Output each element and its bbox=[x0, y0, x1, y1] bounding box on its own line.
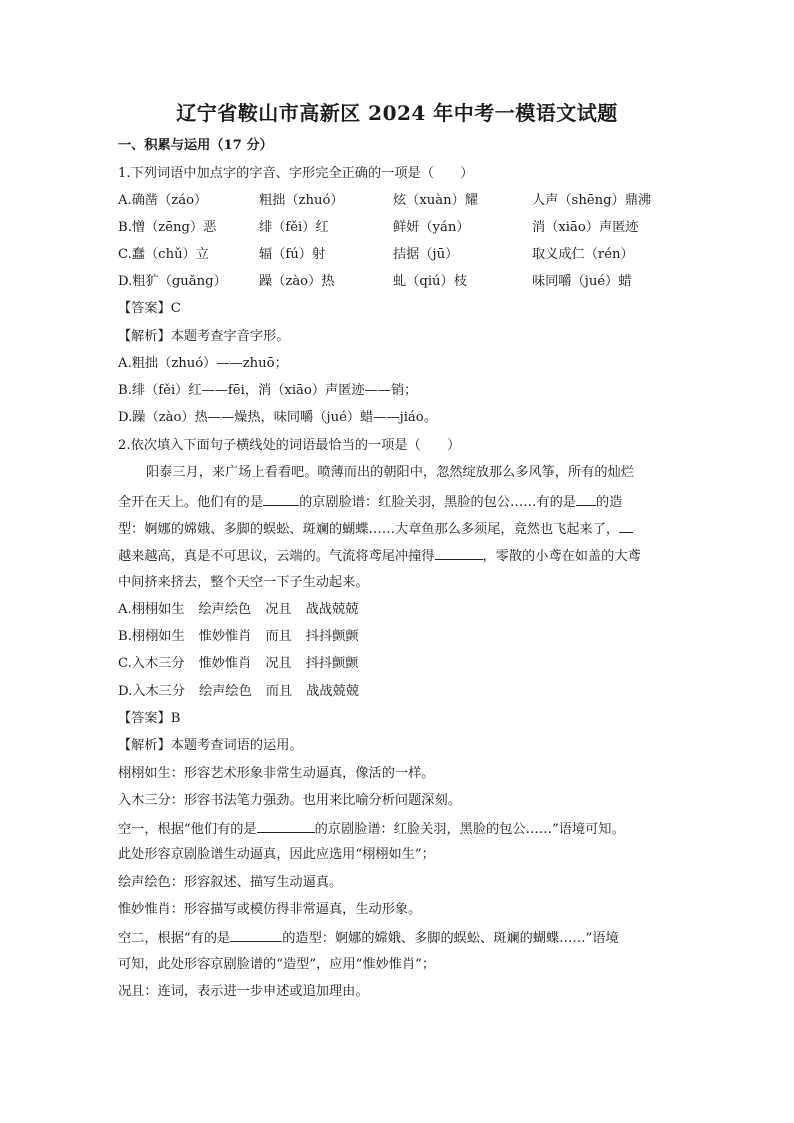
q2-option-d bbox=[118, 684, 359, 700]
q2-option-a bbox=[118, 602, 358, 618]
fill-blank bbox=[619, 520, 633, 533]
q2-analysis-line bbox=[118, 929, 619, 947]
fill-blank bbox=[263, 493, 299, 506]
q1-option-c-3: 拮据（jū） bbox=[393, 247, 459, 262]
option-word: 惟妙惟肖 bbox=[198, 629, 252, 644]
section-heading: 一、积累与运用（17 分） bbox=[118, 138, 273, 153]
q2-option-c bbox=[118, 656, 358, 672]
option-word: 绘声绘色 bbox=[199, 684, 252, 699]
passage-text: ，零散的小鸢在如盖的大鸢 bbox=[482, 549, 641, 564]
passage-text: 越来越高，真是不可思议，云端的。气流将鸢尾冲撞得 bbox=[118, 549, 435, 564]
q1-answer: 【答案】C bbox=[118, 301, 181, 316]
option-word: 抖抖颤颤 bbox=[305, 629, 359, 644]
passage-text: 的京剧脸谱：红脸关羽，黑脸的包公……有的是 bbox=[299, 495, 576, 510]
analysis-text: 空二，根据“有的是 bbox=[118, 931, 231, 946]
option-word: 惟妙惟肖 bbox=[198, 656, 252, 671]
q2-analysis-line bbox=[118, 820, 625, 838]
passage-text: 型：婀娜的嫦娥、多脚的蜈蚣、斑斓的蝴蝶……大章鱼那么多须尾，竟然也飞起来了， bbox=[118, 522, 620, 537]
question-2-stem: 2.依次填入下面句子横线处的词语最恰当的一项是（ ） bbox=[118, 438, 461, 453]
analysis-text: 的京剧脸谱：红脸关羽，黑脸的包公……”语境可知。 bbox=[314, 822, 625, 837]
passage-text: 全开在天上。他们有的是 bbox=[118, 495, 264, 510]
option-word: A.栩栩如生 bbox=[118, 602, 185, 617]
q2-passage-line bbox=[118, 547, 641, 565]
option-word: 而且 bbox=[265, 629, 292, 644]
q1-option-d-1: D.粗犷（guǎng） bbox=[118, 274, 227, 289]
q2-option-b bbox=[118, 629, 359, 645]
q1-option-c-4: 取义成仁（rén） bbox=[532, 247, 634, 262]
q2-passage-line bbox=[118, 520, 633, 538]
q1-option-d-2: 躁（zào）热 bbox=[259, 274, 335, 289]
q1-option-a-1: A.确凿（záo） bbox=[118, 193, 208, 208]
fill-blank bbox=[257, 820, 315, 833]
option-word: 战战兢兢 bbox=[306, 684, 359, 699]
option-word: D.入木三分 bbox=[118, 684, 186, 699]
q1-option-d-4: 味同嚼（jué）蜡 bbox=[532, 274, 632, 289]
q1-option-a-2: 粗拙（zhuó） bbox=[259, 193, 344, 208]
option-word: 抖抖颤颤 bbox=[305, 656, 359, 671]
fill-blank bbox=[435, 547, 483, 560]
q2-analysis-line: 【解析】本题考查词语的运用。 bbox=[118, 738, 303, 753]
option-word: 况且 bbox=[265, 656, 292, 671]
option-word: 绘声绘色 bbox=[198, 602, 252, 617]
q1-analysis-line: D.躁（zào）热——燥热，味同嚼（jué）蜡——jiáo。 bbox=[118, 410, 437, 425]
q1-option-b-1: B.憎（zēng）恶 bbox=[118, 220, 217, 235]
fill-blank bbox=[230, 929, 282, 942]
question-1-stem: 1.下列词语中加点字的字音、字形完全正确的一项是（ ） bbox=[118, 166, 474, 181]
q1-option-c-2: 辐（fú）射 bbox=[259, 247, 326, 262]
q1-option-b-2: 绯（fěi）红 bbox=[259, 220, 329, 235]
q2-analysis-line: 入木三分：形容书法笔力强劲。也用来比喻分析问题深刻。 bbox=[118, 793, 461, 808]
q1-option-a-3: 炫（xuàn）耀 bbox=[393, 193, 479, 208]
option-word: C.入木三分 bbox=[118, 656, 185, 671]
q1-analysis-line: B.绯（fěi）红——fēi，消（xiāo）声匿迹——销； bbox=[118, 383, 418, 398]
q2-passage-line: 中间挤来挤去，整个天空一下子生动起来。 bbox=[118, 575, 369, 590]
q2-analysis-line: 可知，此处形容京剧脸谱的“造型”，应用“惟妙惟肖”； bbox=[118, 957, 436, 972]
q2-analysis-line: 栩栩如生：形容艺术形象非常生动逼真，像活的一样。 bbox=[118, 766, 435, 781]
q1-analysis-line: A.粗拙（zhuó）——zhuō； bbox=[118, 356, 288, 371]
page-title: 辽宁省鞍山市高新区 2024 年中考一模语文试题 bbox=[176, 101, 618, 125]
q1-option-c-1: C.蠢（chǔ）立 bbox=[118, 247, 209, 262]
analysis-text: 空一，根据“他们有的是 bbox=[118, 822, 257, 837]
q1-option-d-3: 虬（qiú）枝 bbox=[393, 274, 467, 289]
q2-passage-line: 阳泰三月，来广场上看看吧。喷薄而出的朝阳中，忽然绽放那么多风筝，所有的灿烂 bbox=[146, 465, 634, 480]
q2-analysis-line: 惟妙惟肖：形容描写或模仿得非常逼真，生动形象。 bbox=[118, 902, 422, 917]
q2-passage-line bbox=[118, 493, 622, 511]
option-word: 战战兢兢 bbox=[305, 602, 359, 617]
q2-answer: 【答案】B bbox=[118, 711, 181, 726]
option-word: B.栩栩如生 bbox=[118, 629, 185, 644]
fill-blank bbox=[576, 493, 596, 506]
option-word: 而且 bbox=[265, 684, 293, 699]
q2-analysis-line: 此处形容京剧脸谱生动逼真，因此应选用“栩栩如生”； bbox=[118, 847, 435, 862]
passage-text: 的造 bbox=[596, 495, 623, 510]
q1-option-b-4: 消（xiāo）声匿迹 bbox=[532, 220, 639, 235]
analysis-text: 的造型：婀娜的嫦娥、多脚的蜈蚣、斑斓的蝴蝶……”语境 bbox=[282, 931, 619, 946]
q1-analysis-line: 【解析】本题考查字音字形。 bbox=[118, 329, 290, 344]
q2-analysis-line: 绘声绘色：形容叙述、描写生动逼真。 bbox=[118, 875, 343, 890]
q2-analysis-line: 况且：连词，表示进一步申述或追加理由。 bbox=[118, 984, 369, 999]
option-word: 况且 bbox=[265, 602, 292, 617]
q1-option-a-4: 人声（shēng）鼎沸 bbox=[532, 193, 652, 208]
q1-option-b-3: 鲜妍（yán） bbox=[393, 220, 470, 235]
